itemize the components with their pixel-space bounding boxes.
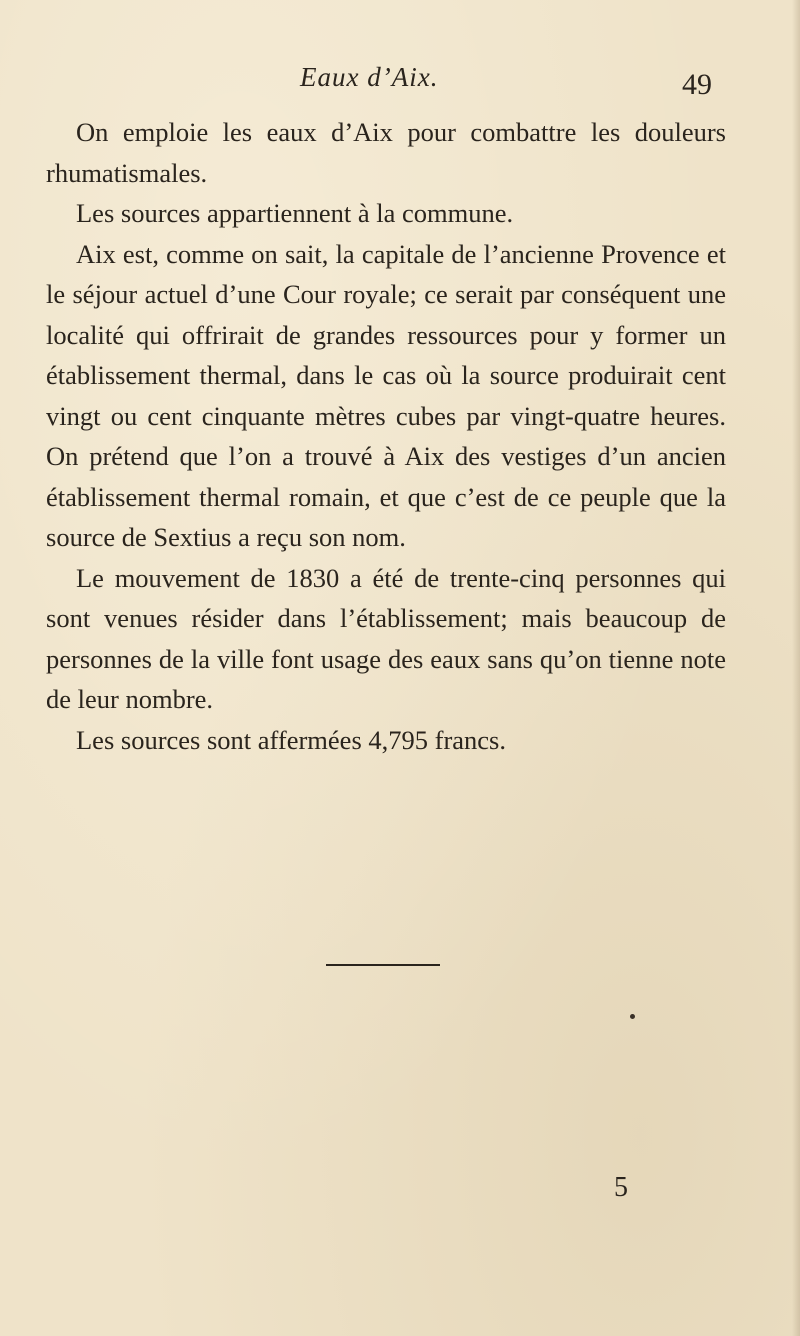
- paragraph-aix-description: Aix est, comme on sait, la capitale de l’ancienne Provence et le séjour actuel d’une Cour royale; ce serait par conséquent une localité qui offrirait de grandes ressources pour y former un établissement thermal, dans le cas où la source produirait cent vingt ou cent cinquante mètres cubes par vingt-quatre heures. On prétend que l’on a trouvé à Aix des vestiges d’un ancien établissement thermal romain, et que c’est de ce peuple que la source de Sextius a reçu son nom.: [46, 238, 726, 552]
- paragraph-lease: Les sources sont affermées 4,795 francs.: [76, 724, 506, 755]
- page-edge-shadow: [792, 0, 800, 1336]
- section-divider-rule: [326, 964, 440, 966]
- page-number: 49: [682, 68, 712, 101]
- signature-mark: 5: [614, 1172, 628, 1203]
- running-head: [0, 62, 800, 102]
- ink-speck: [630, 1014, 635, 1019]
- paragraph-rheumatism: On emploie les eaux d’Aix pour combattre les douleurs rhumatismales.: [46, 117, 726, 188]
- paragraph-movement-1830: Le mouvement de 1830 a été de trente-cinq personnes qui sont venues résider dans l’établissement; mais beaucoup de personnes de la ville font usage des eaux sans qu’on tienne note de leur nombre.: [46, 562, 726, 714]
- paragraph-ownership: Les sources appartiennent à la commune.: [76, 198, 514, 228]
- running-title: Eaux d’Aix.: [300, 62, 439, 92]
- body-text: [46, 112, 726, 760]
